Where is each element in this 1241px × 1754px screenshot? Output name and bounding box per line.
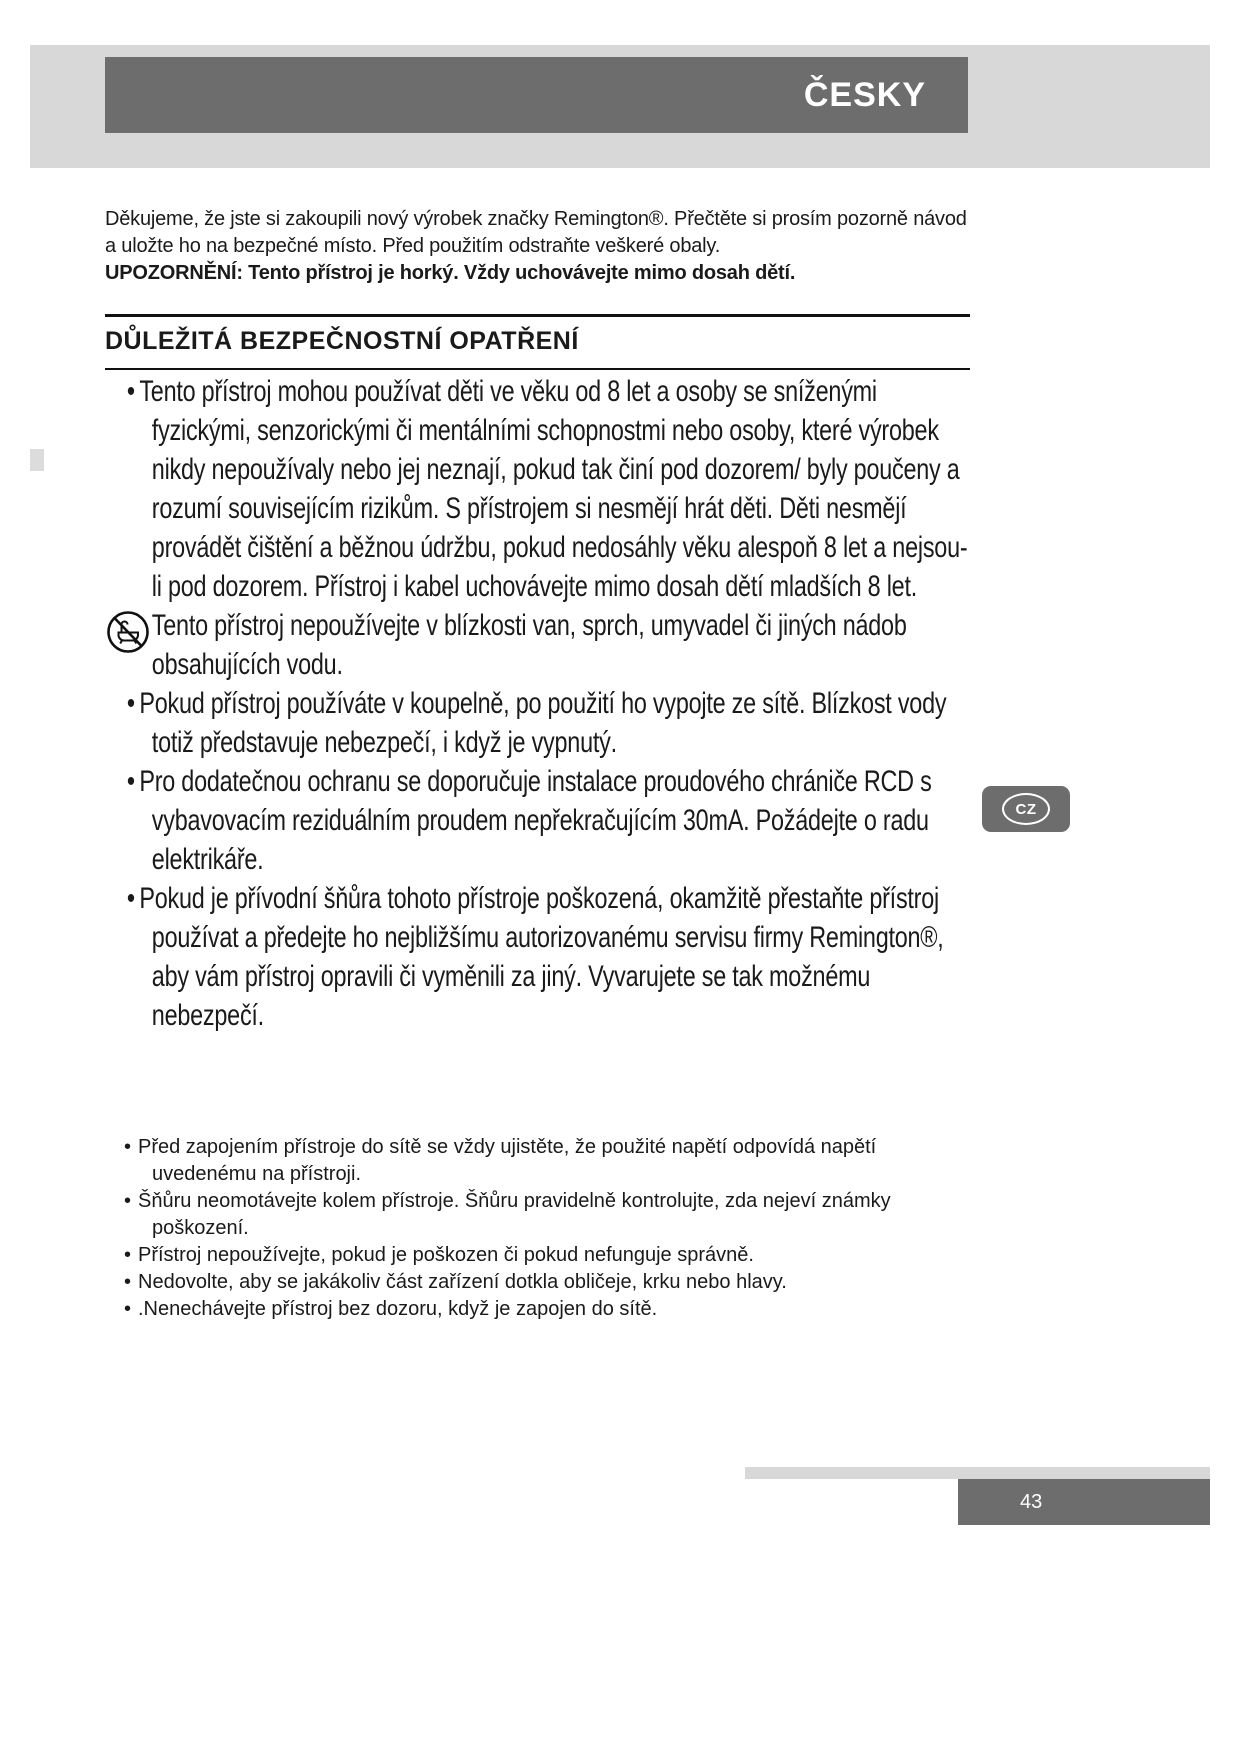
page-number-box bbox=[958, 1479, 1210, 1525]
list-item-text: Pro dodatečnou ochranu se doporučuje instalace proudového chrániče RCD s vybavovacím reziduálním proudem nepřekračujícím 30mA. Požádejte o radu elektrikáře. bbox=[139, 765, 932, 876]
list-item-text: Tento přístroj nepoužívejte v blízkosti van, sprch, umyvadel či jiných nádob obsahujících vodu. bbox=[151, 609, 907, 681]
no-bathtub-icon bbox=[105, 609, 151, 655]
safety-list-small bbox=[105, 1134, 977, 1323]
page-language-title: ČESKY bbox=[803, 75, 926, 114]
list-item bbox=[105, 1134, 977, 1188]
warning-text: UPOZORNĚNÍ: Tento přístroj je horký. Vždy uchovávejte mimo dosah dětí. bbox=[105, 262, 796, 284]
footer-accent-bar bbox=[745, 1467, 1210, 1479]
list-item-text: Pokud přístroj používáte v koupelně, po použití ho vypojte ze sítě. Blízkost vody totiž představuje nebezpečí, i když je vypnutý. bbox=[139, 687, 947, 759]
list-item-text: Pokud je přívodní šňůra tohoto přístroje poškozená, okamžitě přestaňte přístroj používat a předejte ho nejbližšímu autorizovanému servisu firmy Remington®, aby vám přístroj opravili či vyměnili za jiný. Vyvarujete se tak možnému nebezpečí. bbox=[139, 882, 944, 1032]
safety-list-large bbox=[105, 372, 971, 1035]
list-item bbox=[105, 1269, 977, 1296]
section-heading: DŮLEŽITÁ BEZPEČNOSTNÍ OPATŘENÍ bbox=[105, 314, 970, 370]
list-item bbox=[105, 1188, 977, 1242]
language-side-tab bbox=[982, 786, 1070, 832]
list-item-text: Přístroj nepoužívejte, pokud je poškozen či pokud nefunguje správně. bbox=[138, 1244, 754, 1266]
intro-text: Děkujeme, že jste si zakoupili nový výrobek značky Remington®. Přečtěte si prosím pozorně návod a uložte ho na bezpečné místo. Před použitím odstraňte veškeré obaly. bbox=[105, 208, 967, 257]
print-mark bbox=[30, 449, 44, 471]
list-item-text: Tento přístroj mohou používat děti ve věku od 8 let a osoby se sníženými fyzickými, senzorickými či mentálními schopnostmi nebo osoby, které výrobek nikdy nepoužívaly nebo jej neznají, pokud tak činí pod dozorem/ byly poučeny a rozumí souvisejícím rizikům. S přístrojem si nesmějí hrát děti. Děti nesmějí provádět čištění a běžnou údržbu, pokud nedosáhly věku alespoň 8 let a nejsou-li pod dozorem. Přístroj i kabel uchovávejte mimo dosah dětí mladších 8 let. bbox=[139, 375, 968, 603]
list-item-text: .Nenechávejte přístroj bez dozoru, když je zapojen do sítě. bbox=[138, 1298, 658, 1320]
list-item-text: Před zapojením přístroje do sítě se vždy ujistěte, že použité napětí odpovídá napětí uvedenému na přístroji. bbox=[138, 1136, 877, 1185]
list-item bbox=[105, 372, 971, 606]
list-item-text: Nedovolte, aby se jakákoliv část zařízení dotkla obličeje, krku nebo hlavy. bbox=[138, 1271, 787, 1293]
list-item bbox=[105, 684, 971, 762]
intro-paragraph bbox=[105, 206, 973, 287]
list-item bbox=[105, 606, 971, 684]
page-number: 43 bbox=[1020, 1490, 1043, 1513]
list-item bbox=[105, 762, 971, 879]
list-item bbox=[105, 1242, 977, 1269]
language-title-bar bbox=[105, 57, 968, 133]
list-item bbox=[105, 879, 971, 1035]
language-tab-label: CZ bbox=[1002, 793, 1050, 825]
list-item-text: Šňůru neomotávejte kolem přístroje. Šňůru pravidelně kontrolujte, zda nejeví známky poškození. bbox=[138, 1190, 891, 1239]
list-item bbox=[105, 1296, 977, 1323]
